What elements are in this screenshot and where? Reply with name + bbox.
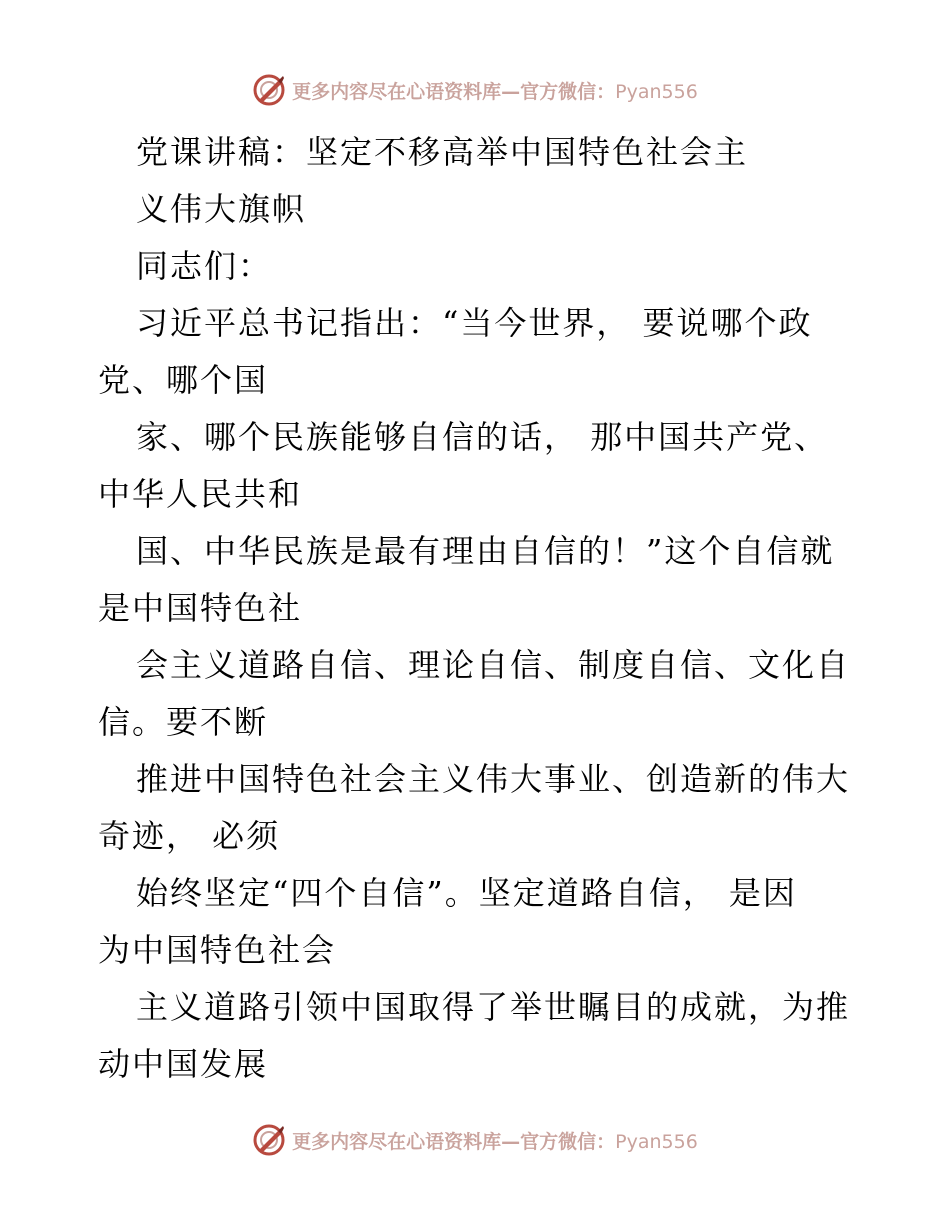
watermark-text: 更多内容尽在心语资料库—官方微信：Pyan556 xyxy=(292,80,698,103)
document-line: 同志们： xyxy=(136,247,273,285)
document-line: 国、中华民族是最有理由自信的！”这个自信就 xyxy=(136,532,835,570)
document-line: 义伟大旗帜 xyxy=(136,190,307,228)
document-line: 动中国发展 xyxy=(98,1045,269,1083)
watermark-logo-icon xyxy=(252,73,286,107)
footer-watermark xyxy=(0,1120,950,1160)
document-line: 家、哪个民族能够自信的话， 那中国共产党、 xyxy=(136,418,829,456)
document-line: 是中国特色社 xyxy=(98,589,303,627)
document-line: 中华人民共和 xyxy=(98,475,303,513)
document-line: 为中国特色社会 xyxy=(98,931,337,969)
document-line: 奇迹， 必须 xyxy=(98,817,281,855)
document-line: 信。要不断 xyxy=(98,703,269,741)
document-line: 习近平总书记指出：“当今世界， 要说哪个政 xyxy=(136,304,813,342)
document-body xyxy=(98,124,858,1093)
document-line: 党、哪个国 xyxy=(98,361,269,399)
header-watermark xyxy=(0,70,950,110)
document-line: 始终坚定“四个自信”。坚定道路自信， 是因 xyxy=(136,874,797,912)
document-line: 会主义道路自信、理论自信、制度自信、文化自 xyxy=(136,646,851,684)
document-line: 推进中国特色社会主义伟大事业、创造新的伟大 xyxy=(136,760,851,798)
watermark-logo-icon xyxy=(252,1123,286,1157)
watermark-text: 更多内容尽在心语资料库—官方微信：Pyan556 xyxy=(292,1130,698,1153)
document-line: 党课讲稿：坚定不移高举中国特色社会主 xyxy=(136,133,749,171)
document-line: 主义道路引领中国取得了举世瞩目的成就，为推 xyxy=(136,988,851,1026)
